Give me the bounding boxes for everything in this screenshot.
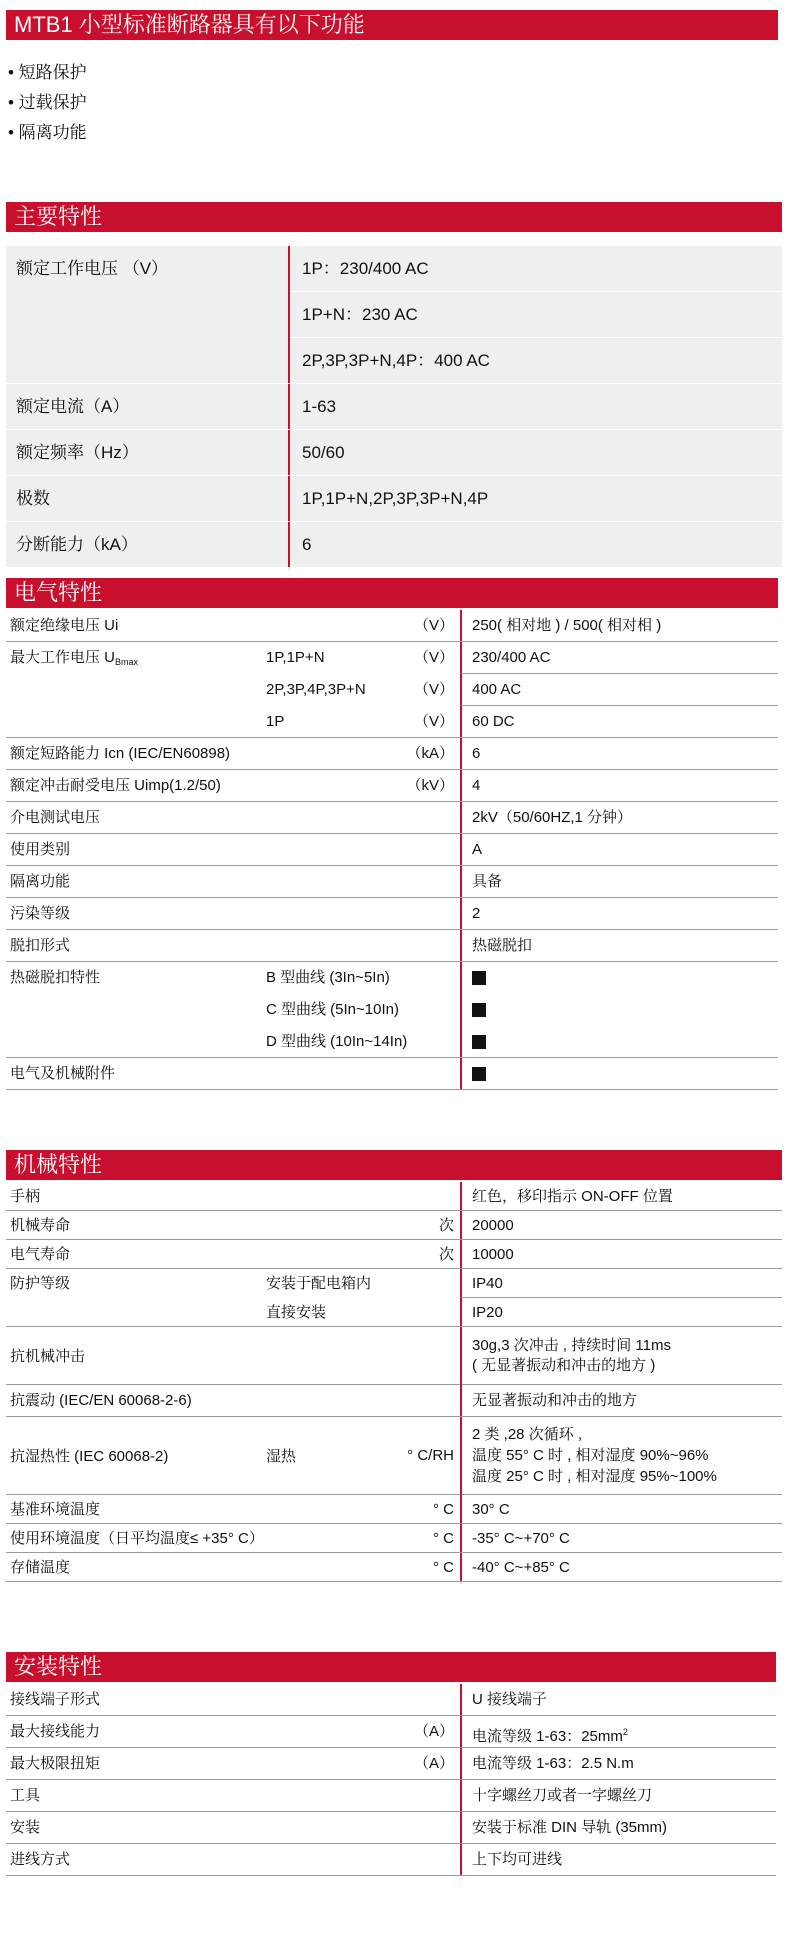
row-unit: （A）: [413, 1723, 454, 1740]
table-row: [6, 1684, 776, 1716]
row-value: [460, 1026, 778, 1057]
table-row: [6, 738, 778, 770]
section-title-electrical: [6, 578, 778, 608]
row-value: 4: [460, 770, 778, 801]
row-unit: [396, 834, 460, 865]
row-condition: [266, 1240, 396, 1268]
section-title-main: [6, 202, 782, 232]
table-row: [6, 1780, 776, 1812]
section-title-text: MTB1 小型标准断路器具有以下功能: [14, 12, 365, 37]
row-unit: [396, 1812, 460, 1843]
table-row: [6, 1812, 776, 1844]
table-row: [6, 430, 782, 476]
row-value: [460, 1058, 778, 1089]
row-unit: （A）: [413, 1755, 454, 1772]
row-value: [460, 962, 778, 994]
row-value: 2kV（50/60HZ,1 分钟）: [460, 802, 778, 833]
table-row: [6, 706, 778, 738]
mechanical-spec-table: [6, 1182, 782, 1582]
row-value: 6: [460, 738, 778, 769]
section-title-functions: [6, 10, 778, 40]
row-condition: 1P: [266, 713, 285, 730]
row-unit: （V）: [413, 681, 454, 698]
table-row: [6, 770, 778, 802]
row-value: 50/60: [302, 443, 345, 462]
table-row: [6, 1026, 778, 1058]
row-unit: [396, 962, 460, 994]
row-label: 介电测试电压: [10, 809, 101, 826]
filled-square-icon: [472, 971, 486, 985]
row-label: 使用类别: [10, 841, 71, 858]
row-label: [6, 1298, 266, 1326]
row-unit: ° C: [433, 1530, 454, 1547]
row-unit: [396, 1844, 460, 1875]
row-value: 1P：230/400 AC: [290, 246, 782, 292]
row-value: 十字螺丝刀或者一字螺丝刀: [460, 1780, 776, 1811]
row-condition: 直接安装: [266, 1304, 327, 1321]
row-unit: （V）: [413, 617, 454, 634]
row-label: 脱扣形式: [10, 937, 71, 954]
section-title-mechanical: [6, 1150, 782, 1180]
row-label: 额定绝缘电压 Ui: [10, 617, 119, 634]
row-label: 防护等级: [10, 1275, 71, 1292]
row-unit: [396, 1269, 460, 1298]
table-row: [6, 642, 778, 674]
table-row: [6, 1844, 776, 1876]
table-row: [6, 1417, 782, 1495]
row-value: 1-63: [302, 397, 337, 416]
table-row: [6, 1748, 776, 1780]
row-label: 额定冲击耐受电压 Uimp(1.2/50): [10, 777, 221, 794]
row-value: -40° C~+85° C: [460, 1553, 782, 1581]
row-condition: [266, 1553, 396, 1581]
row-condition: [266, 610, 396, 641]
table-row: [6, 1058, 778, 1090]
table-row: [6, 1385, 782, 1417]
table-row: [6, 384, 782, 430]
row-condition: [306, 1524, 396, 1552]
row-condition: C 型曲线 (5In~10In): [266, 1001, 399, 1018]
table-row: [6, 1327, 782, 1385]
main-spec-table: [6, 246, 782, 567]
row-label: 隔离功能: [10, 873, 71, 890]
row-label: 分断能力（kA）: [16, 535, 138, 554]
row-unit: [396, 802, 460, 833]
function-list: [8, 58, 87, 148]
row-unit: （V）: [413, 713, 454, 730]
table-row: [6, 1298, 782, 1327]
row-value: 无显著振动和冲击的地方: [460, 1385, 782, 1416]
row-label: 接线端子形式: [10, 1691, 101, 1708]
filled-square-icon: [472, 1003, 486, 1017]
row-label: 基准环境温度: [10, 1501, 101, 1518]
row-unit: [396, 994, 460, 1026]
section-title-installation: [6, 1652, 776, 1682]
row-unit: [396, 930, 460, 961]
row-condition: [266, 898, 396, 929]
row-label: 最大接线能力: [10, 1723, 101, 1740]
row-condition: [266, 834, 396, 865]
row-value: 电流等级 1-63：$25mm^2$: [460, 1716, 776, 1747]
installation-spec-table: [6, 1684, 776, 1876]
row-unit: [396, 1780, 460, 1811]
table-row: [6, 1211, 782, 1240]
row-unit: 次: [438, 1246, 454, 1263]
row-label: 热磁脱扣特性: [10, 969, 101, 986]
table-row: [6, 866, 778, 898]
row-label: 手柄: [10, 1188, 41, 1205]
row-label: 安装: [10, 1819, 41, 1836]
row-condition: B 型曲线 (3In~5In): [266, 969, 390, 986]
list-item: • 过载保护: [8, 93, 87, 112]
row-unit: ° C: [433, 1559, 454, 1576]
row-label: 额定短路能力 Icn (IEC/EN60898): [10, 745, 231, 762]
row-label: 抗震动 (IEC/EN 60068-2-6): [10, 1392, 192, 1409]
table-row: [6, 1716, 776, 1748]
row-condition: 2P,3P,4P,3P+N: [266, 681, 366, 698]
row-value: [460, 994, 778, 1026]
row-label: 额定工作电压 （V）: [16, 259, 169, 278]
row-unit: [396, 1058, 460, 1089]
row-value: 热磁脱扣: [460, 930, 778, 961]
row-unit: [396, 898, 460, 929]
table-row: [6, 994, 778, 1026]
row-condition: 1P,1P+N: [266, 649, 325, 666]
row-condition: [266, 802, 396, 833]
filled-square-icon: [472, 1035, 486, 1049]
row-value: U 接线端子: [460, 1684, 776, 1715]
row-condition: [266, 1182, 396, 1210]
row-value: 电流等级 1-63：2.5 N.m: [460, 1748, 776, 1779]
row-condition: 湿热: [266, 1448, 297, 1465]
row-value: 230/400 AC: [460, 642, 778, 674]
row-condition: [266, 1385, 396, 1416]
row-value: 6: [302, 535, 312, 554]
row-value: 具备: [460, 866, 778, 897]
row-unit: 次: [438, 1217, 454, 1234]
row-label: 电气及机械附件: [10, 1065, 116, 1082]
row-condition: [266, 1495, 396, 1523]
row-condition: 安装于配电箱内: [266, 1275, 372, 1292]
row-condition: [266, 770, 396, 801]
row-unit: [396, 1385, 460, 1416]
row-unit: （kV）: [406, 777, 454, 794]
electrical-spec-table: [6, 610, 778, 1090]
table-row: [6, 1269, 782, 1298]
row-unit: （V）: [413, 649, 454, 666]
row-value: 250( 相对地 ) / 500( 相对相 ): [460, 610, 778, 641]
row-condition: [266, 866, 396, 897]
row-condition: D 型曲线 (10In~14In): [266, 1033, 408, 1050]
row-label: 进线方式: [10, 1851, 71, 1868]
table-row: [6, 962, 778, 994]
row-label: 额定频率（Hz）: [16, 443, 139, 462]
table-row: [6, 610, 778, 642]
row-value: -35° C~+70° C: [460, 1524, 782, 1552]
row-label: 污染等级: [10, 905, 71, 922]
table-row: [6, 898, 778, 930]
row-label: 存储温度: [10, 1559, 71, 1576]
row-label: [6, 1026, 266, 1057]
section-title-text: 电气特性: [14, 580, 103, 605]
row-value: 上下均可进线: [460, 1844, 776, 1875]
table-row: [6, 246, 782, 384]
table-row: [6, 834, 778, 866]
table-row: [6, 1240, 782, 1269]
row-unit: [396, 1026, 460, 1057]
row-label: 工具: [10, 1787, 41, 1804]
table-row: [6, 1182, 782, 1211]
row-value: 10000: [460, 1240, 782, 1268]
row-unit: [396, 1684, 460, 1715]
row-value: 20000: [460, 1211, 782, 1239]
row-unit: ° C/RH: [407, 1447, 454, 1464]
row-condition: [266, 930, 396, 961]
row-value: 30g,3 次冲击 , 持续时间 11ms ( 无显著振动和冲击的地方 ): [460, 1327, 782, 1385]
row-value: 400 AC: [460, 674, 778, 706]
table-row: [6, 802, 778, 834]
row-value: 2P,3P,3P+N,4P：400 AC: [302, 351, 490, 370]
row-value: 安装于标准 DIN 导轨 (35mm): [460, 1812, 776, 1843]
table-row: [6, 476, 782, 522]
row-label: 极数: [16, 489, 50, 508]
row-label: 抗湿热性 (IEC 60068-2): [10, 1448, 169, 1465]
row-label: 最大工作电压 $U_{Bmax}$: [10, 649, 139, 667]
row-condition: [266, 1211, 396, 1239]
row-unit: [396, 1298, 460, 1326]
row-label: [6, 674, 266, 706]
table-row: [6, 674, 778, 706]
row-value: A: [460, 834, 778, 865]
row-label: 最大极限扭矩: [10, 1755, 101, 1772]
row-value: 60 DC: [460, 706, 778, 737]
table-row: [6, 1495, 782, 1524]
row-unit: ° C: [433, 1501, 454, 1518]
list-item: • 短路保护: [8, 63, 87, 82]
row-label: 额定电流（A）: [16, 397, 130, 416]
row-value: IP20: [460, 1298, 782, 1326]
row-condition: [266, 738, 396, 769]
row-unit: （kA）: [406, 745, 454, 762]
section-title-text: 主要特性: [14, 204, 103, 229]
section-title-text: 机械特性: [14, 1152, 103, 1177]
row-value: 1P+N：230 AC: [290, 292, 782, 338]
row-label: [6, 706, 266, 737]
section-title-text: 安装特性: [14, 1654, 103, 1679]
table-row: [6, 1524, 782, 1553]
row-value: 2 类 ,28 次循环 , 温度 55° C 时 , 相对湿度 90%~96% 温度 25° C 时 , 相对湿度 95%~100%: [460, 1417, 782, 1495]
table-row: [6, 1553, 782, 1582]
row-label: 抗机械冲击: [10, 1348, 86, 1365]
row-value: 1P,1P+N,2P,3P,3P+N,4P: [302, 489, 489, 508]
row-label: 使用环境温度（日平均温度≤ +35° C）: [10, 1530, 264, 1547]
filled-square-icon: [472, 1067, 486, 1081]
row-value: 2: [460, 898, 778, 929]
row-label: 电气寿命: [10, 1246, 71, 1263]
table-row: [6, 930, 778, 962]
row-value: 红色，移印指示 ON-OFF 位置: [460, 1182, 782, 1210]
table-row: [6, 522, 782, 567]
row-condition: [266, 1058, 396, 1089]
row-label: [6, 994, 266, 1026]
row-unit: [396, 866, 460, 897]
row-label: 机械寿命: [10, 1217, 71, 1234]
row-value: 30° C: [460, 1495, 782, 1523]
row-unit: [396, 1182, 460, 1210]
row-value: IP40: [460, 1269, 782, 1298]
list-item: • 隔离功能: [8, 123, 87, 142]
